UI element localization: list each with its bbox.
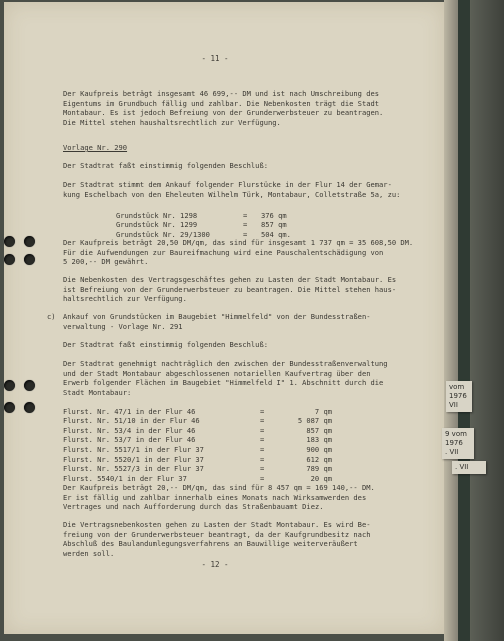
text-line: Für die Aufwendungen zur Baureifmachung wird eine Pauschalentschädigung von <box>63 247 384 257</box>
text-line: ist Befreiung von der Grunderwerbsteuer zu beantragen. Die Mittel stehen haus- <box>63 284 397 294</box>
text-line: werden soll. <box>63 548 115 558</box>
index-tab-3[interactable] <box>452 461 486 474</box>
text-line: Montabaur. Es ist jedoch Befreiung von der Grunderwerbsteuer zu beantragen. <box>63 108 384 118</box>
punch-hole <box>24 236 35 247</box>
parcel-row: Grundstück Nr. 1299 = 857 qm <box>116 220 287 230</box>
text-line: Die Nebenkosten des Vertragsgeschäftes gehen zu Lasten der Stadt Montabaur. Es <box>63 275 397 284</box>
punch-hole <box>4 236 15 247</box>
parcel-row: Flurst. Nr. 5520/1 in der Flur 37 = 612 qm <box>63 454 332 464</box>
text-line: Abschluß des Baulandumlegungsverfahrens an Bauwillige weiterveräußert <box>63 539 358 549</box>
punch-hole <box>24 254 35 265</box>
text-line: Der Kaufpreis beträgt 20,-- DM/qm, das sind für 8 457 qm = 169 140,-- DM. <box>63 483 375 492</box>
binder-spine <box>458 0 470 641</box>
tab-1-line-1: vom <box>449 383 465 391</box>
text-line: freiung von der Grunderwerbsteuer beantragt, da der Kaufgrundbesitz nach <box>63 529 371 539</box>
index-tab-2[interactable] <box>442 428 474 459</box>
resolution-line: Der Stadtrat faßt einstimmig folgenden Beschluß: <box>63 340 268 349</box>
section-heading: Vorlage Nr. 290 <box>63 143 128 152</box>
text-line: Stadt Montabaur: <box>63 387 132 397</box>
text-line: Der Stadtrat stimmt dem Ankauf folgender Flurstücke in der Flur 14 der Gemar- <box>63 180 392 189</box>
parcel-row: Flurst. Nr. 5527/3 in der Flur 37 = 789 qm <box>63 464 332 474</box>
tab-1-line-2: 1976 <box>449 392 467 400</box>
list-marker: c) <box>47 312 56 321</box>
punch-hole <box>4 402 15 413</box>
parcel-row: Flurst. Nr. 5517/1 in der Flur 37 = 900 qm <box>63 444 332 454</box>
text-line: Der Stadtrat genehmigt nachträglich den zwischen der Bundesstraßenverwaltung <box>63 359 388 368</box>
parcel-row: Flurst. Nr. 47/1 in der Flur 46 = 7 qm <box>63 406 332 416</box>
text-line: Er ist fällig und zahlbar innerhalb eines Monats nach Wirksamwerden des <box>63 492 367 502</box>
text-line: 5 200,-- DM gewährt. <box>63 257 149 267</box>
index-tab-1[interactable] <box>446 381 472 412</box>
tab-3-line-1: . VII <box>455 463 469 471</box>
text-line: und der Stadt Montabaur abgeschlossenen notariellen Kaufvertrag über den <box>63 368 371 378</box>
punch-hole <box>24 402 35 413</box>
tab-1-line-3: VII <box>449 401 458 409</box>
tab-2-line-2: 1976 <box>445 439 463 447</box>
binder-gutter <box>444 0 504 641</box>
punch-hole <box>4 254 15 265</box>
parcel-row: Flurst. Nr. 53/7 in der Flur 46 = 183 qm <box>63 435 332 445</box>
page-number-bottom: - 12 - <box>201 560 229 569</box>
parcel-row: Flurst. 5540/1 in der Flur 37 = 20 qm <box>63 473 332 483</box>
text-line: Der Kaufpreis beträgt insgesamt 46 699,-- DM und ist nach Umschreibung des <box>63 89 380 98</box>
text-line: Ankauf von Grundstücken im Baugebiet "Himmelfeld" von der Bundesstraßen- <box>63 312 371 321</box>
punch-hole <box>4 380 15 391</box>
text-line: haltsrechtlich zur Verfügung. <box>63 294 187 304</box>
parcel-row: Flurst. Nr. 53/4 in der Flur 46 = 857 qm <box>63 425 332 435</box>
text-line: verwaltung - Vorlage Nr. 291 <box>63 321 183 331</box>
text-line: Vertrages und nach Aufforderung durch das Straßenbauamt Diez. <box>63 502 324 512</box>
text-line: kung Eschelbach von den Eheleuten Wilhelm Türk, Montabaur, Colletstraße 5a, zu: <box>63 189 401 199</box>
text-line: Der Kaufpreis beträgt 20,50 DM/qm, das sind für insgesamt 1 737 qm = 35 608,50 DM. <box>63 238 414 247</box>
text-line: Die Vertragsnebenkosten gehen zu Lasten der Stadt Montabaur. Es wird Be- <box>63 520 371 529</box>
text-line: Die Mittel stehen haushaltsrechtlich zur Verfügung. <box>63 117 281 127</box>
tab-2-line-3: . VII <box>445 448 459 456</box>
punch-hole <box>24 380 35 391</box>
parcel-row: Grundstück Nr. 1298 = 376 qm <box>116 210 287 220</box>
page-number-top: - 11 - <box>201 54 229 63</box>
tab-2-line-1: 9 vom <box>445 430 467 438</box>
text-line: Erwerb folgender Flächen im Baugebiet "Himmelfeld I" 1. Abschnitt durch die <box>63 378 384 388</box>
resolution-line: Der Stadtrat faßt einstimmig folgenden Beschluß: <box>63 161 268 170</box>
text-line: Eigentums im Grundbuch fällig und zahlbar. Die Nebenkosten trägt die Stadt <box>63 98 380 108</box>
parcel-row: Flurst. Nr. 51/10 in der Flur 46 = 5 087 qm <box>63 416 332 426</box>
parcel-row: Grundstück Nr. 29/1300 = 504 qm. <box>116 229 291 239</box>
